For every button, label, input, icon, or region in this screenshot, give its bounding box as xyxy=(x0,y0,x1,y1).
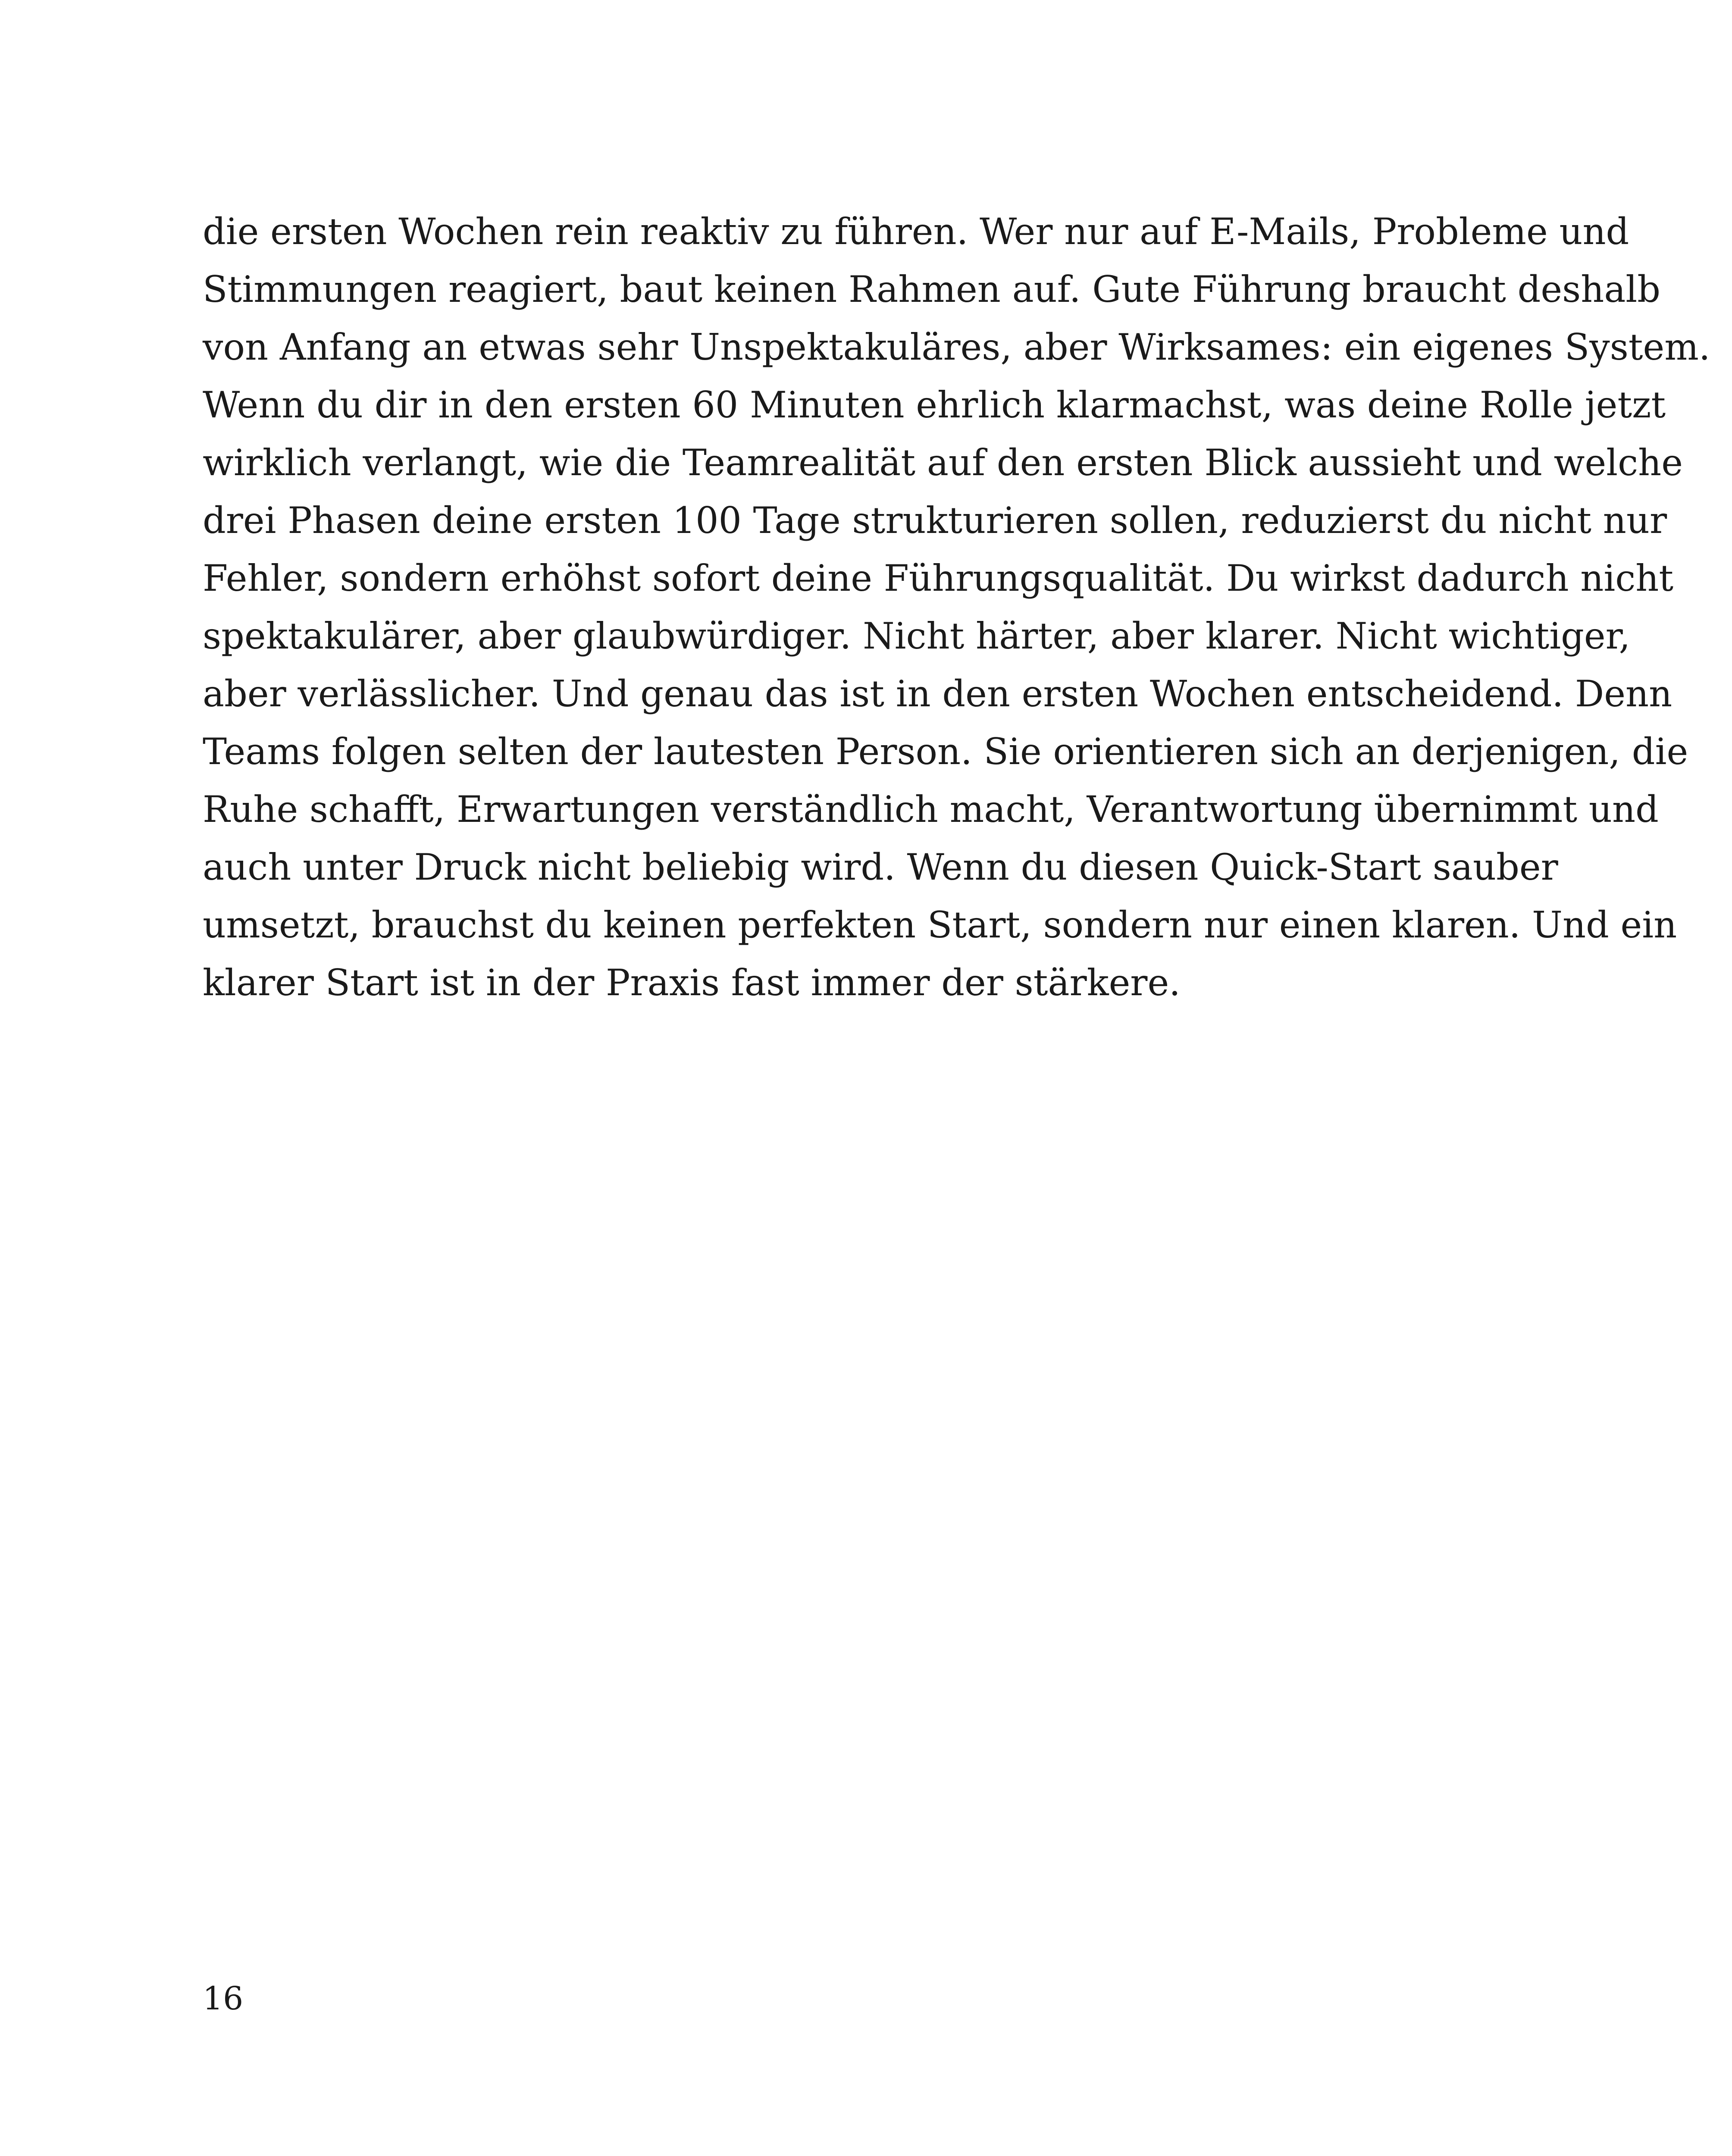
text-line: klarer Start ist in der Praxis fast immer der stärkere. xyxy=(203,962,1181,1004)
text-line: auch unter Druck nicht beliebig wird. Wenn du diesen Quick-Start sauber xyxy=(203,846,1558,888)
text-line: aber verlässlicher. Und genau das ist in den ersten Wochen entscheidend. Denn xyxy=(203,673,1672,715)
text-line: die ersten Wochen rein reaktiv zu führen. Wer nur auf E-Mails, Probleme und xyxy=(203,210,1629,253)
text-line: Ruhe schafft, Erwartungen verständlich macht, Verantwortung übernimmt und xyxy=(203,788,1659,830)
text-line: Wenn du dir in den ersten 60 Minuten ehrlich klarmachst, was deine Rolle jetzt xyxy=(203,384,1666,426)
text-line: wirklich verlangt, wie die Teamrealität auf den ersten Blick aussieht und welche xyxy=(203,442,1683,484)
text-line: Fehler, sondern erhöhst sofort deine Führungsqualität. Du wirkst dadurch nicht xyxy=(203,557,1674,599)
text-line: Teams folgen selten der lautesten Person. Sie orientieren sich an derjenigen, die xyxy=(203,730,1688,773)
text-line: umsetzt, brauchst du keinen perfekten Start, sondern nur einen klaren. Und ein xyxy=(203,904,1677,946)
body-paragraph xyxy=(203,203,1710,1012)
text-line: drei Phasen deine ersten 100 Tage strukturieren sollen, reduzierst du nicht nur xyxy=(203,499,1667,542)
text-line: Stimmungen reagiert, baut keinen Rahmen auf. Gute Führung braucht deshalb xyxy=(203,268,1661,310)
text-line: von Anfang an etwas sehr Unspektakuläres, aber Wirksames: ein eigenes System. xyxy=(203,326,1710,368)
text-line: spektakulärer, aber glaubwürdiger. Nicht härter, aber klarer. Nicht wichtiger, xyxy=(203,615,1631,657)
page-number: 16 xyxy=(203,1980,244,2017)
